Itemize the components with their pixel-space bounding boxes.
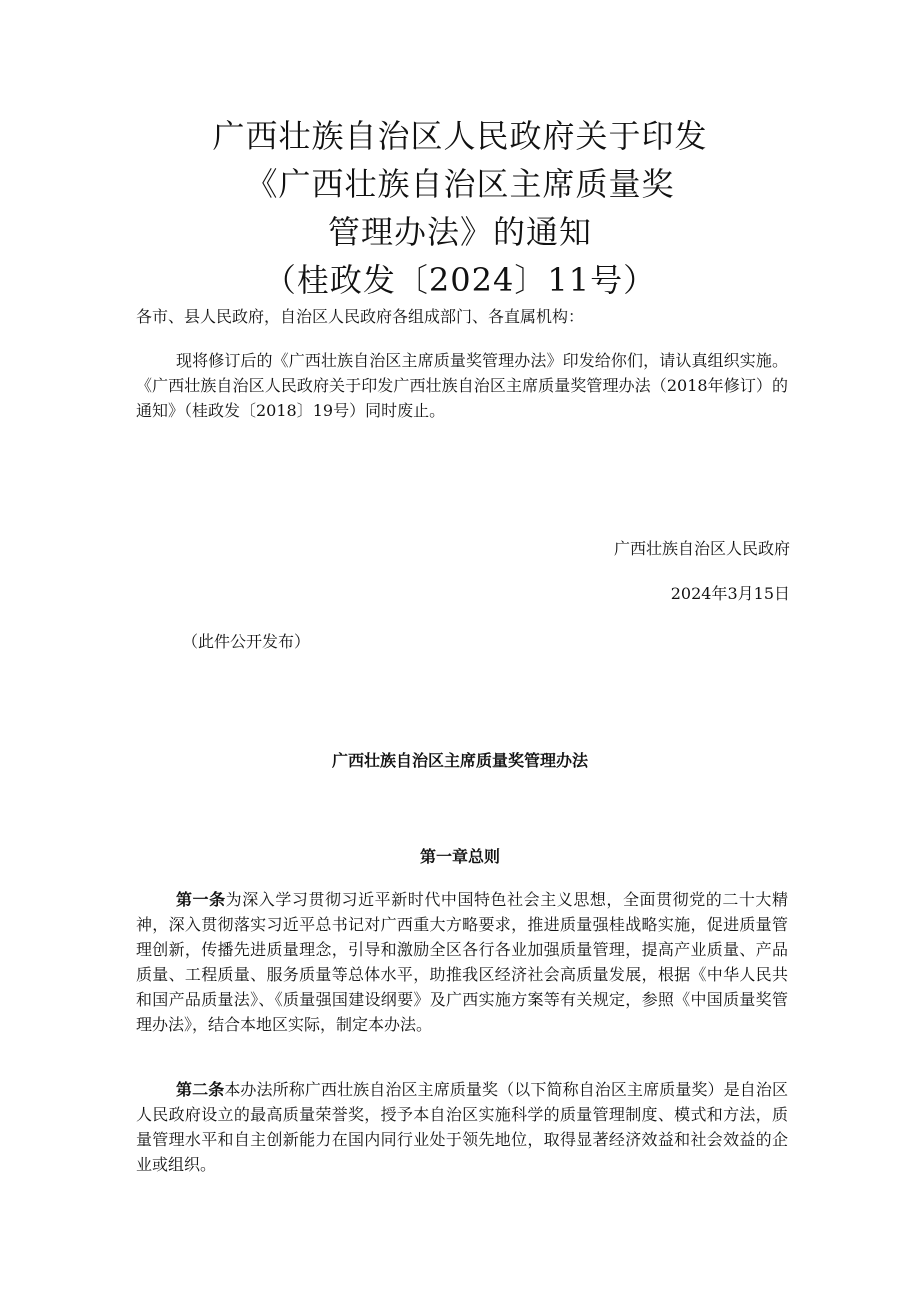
title-line-1: 广西壮族自治区人民政府关于印发 [212, 117, 708, 155]
document-title [0, 112, 920, 304]
notice-paragraph: 现将修订后的《广西壮族自治区主席质量奖管理办法》印发给你们，请认真组织实施。《广西壮族自治区人民政府关于印发广西壮族自治区主席质量奖管理办法（2018年修订）的通知》（桂政发〔2018〕19号）同时废止。 [136, 351, 788, 420]
rules-title: 广西壮族自治区主席质量奖管理办法 [331, 751, 588, 770]
article-1 [136, 887, 788, 1037]
title-line-3: 管理办法》的通知 [327, 213, 592, 251]
addressee: 各市、县人民政府，自治区人民政府各组成部门、各直属机构： [136, 307, 585, 326]
article-2 [136, 1077, 788, 1177]
title-line-4: （桂政发〔2024〕11号） [263, 261, 657, 299]
issue-date: 2024年3月15日 [670, 584, 790, 603]
article-1-text: 为深入学习贯彻习近平新时代中国特色社会主义思想，全面贯彻党的二十大精神，深入贯彻落实习近平总书记对广西重大方略要求，推进质量强桂战略实施，促进质量管理创新，传播先进质量理念，引导和激励全区各行各业加强质量管理，提高产业质量、产品质量、工程质量、服务质量等总体水平，助推我区经济社会高质量发展，根据《中华人民共和国产品质量法》、《质量强国建设纲要》及广西实施方案等有关规定，参照《中国质量奖管理办法》，结合本地区实际，制定本办法。 [136, 890, 788, 1034]
publish-note: （此件公开发布） [182, 632, 311, 651]
article-2-text: 本办法所称广西壮族自治区主席质量奖（以下简称自治区主席质量奖）是自治区人民政府设立的最高质量荣誉奖，授予本自治区实施科学的质量管理制度、模式和方法，质量管理水平和自主创新能力在国内同行业处于领先地位，取得显著经济效益和社会效益的企业或组织。 [136, 1080, 788, 1174]
title-line-2: 《广西壮族自治区主席质量奖 [245, 165, 675, 203]
issuer-signature: 广西壮族自治区人民政府 [613, 539, 790, 558]
article-2-label: 第二条 [176, 1080, 225, 1099]
article-1-label: 第一条 [176, 890, 226, 909]
chapter-title: 第一章总则 [419, 847, 500, 866]
